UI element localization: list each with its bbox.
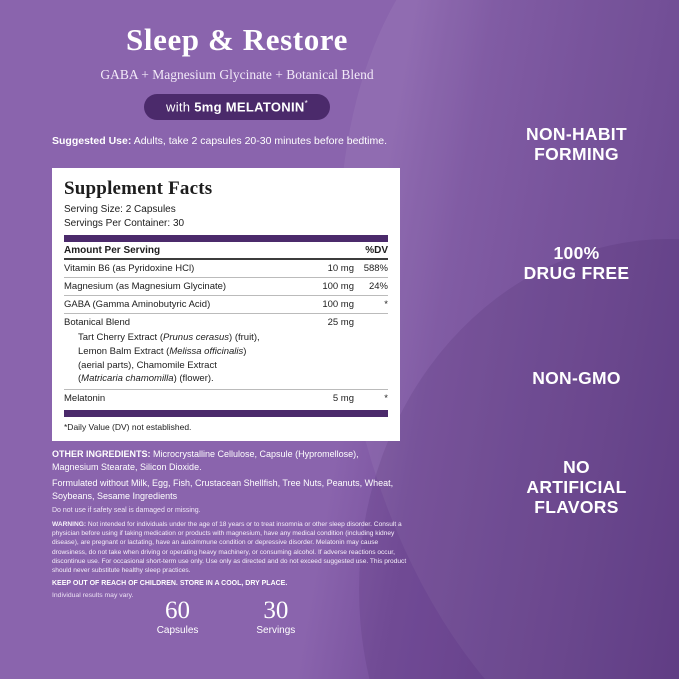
table-row: [64, 260, 388, 278]
melatonin-badge-strength: 5mg MELATONIN: [194, 99, 305, 115]
nutrient-amount: 100 mg: [322, 299, 354, 310]
facts-divider-bottom: [64, 410, 388, 417]
claim-no-artificial-flavors: NO ARTIFICIAL FLAVORS: [526, 457, 627, 518]
warning-label: WARNING:: [52, 520, 87, 528]
column-header-dv: %DV: [365, 245, 388, 256]
claim-non-habit-forming: NON-HABIT FORMING: [526, 124, 627, 165]
suggested-use: [52, 134, 402, 149]
botanical-detail-line: Lemon Balm Extract (Melissa officinalis): [78, 345, 247, 357]
other-ingredients: [52, 448, 407, 473]
botanical-blend-detail: [64, 331, 388, 390]
claim-non-gmo: NON-GMO: [532, 368, 621, 388]
keep-out-of-reach-notice: KEEP OUT OF REACH OF CHILDREN. STORE IN A COOL, DRY PLACE.: [52, 579, 288, 587]
capsule-count-label: Capsules: [156, 625, 199, 637]
melatonin-badge-mark: *: [304, 99, 308, 108]
nutrient-amount: 100 mg: [322, 281, 354, 292]
capsule-count: [157, 598, 199, 636]
nutrient-amount: 5 mg: [332, 393, 354, 405]
servings-per-container: Servings Per Container: 30: [64, 217, 185, 229]
botanical-detail-line: (aerial parts), Chamomile Extract: [78, 359, 217, 371]
table-row: [64, 390, 388, 407]
claim-drug-free: 100% DRUG FREE: [523, 243, 630, 284]
botanical-detail-line: (Matricaria chamomilla) (flower).: [78, 373, 214, 385]
nutrient-name: Magnesium (as Magnesium Glycinate): [64, 281, 227, 292]
facts-table-header: [64, 242, 388, 260]
table-row: [64, 278, 388, 296]
table-row: [64, 296, 388, 314]
other-ingredients-label: OTHER INGREDIENTS:: [52, 449, 151, 459]
warning-text: [52, 520, 407, 576]
melatonin-badge-wrap: [0, 94, 474, 120]
nutrient-dv: 24%: [368, 281, 388, 292]
supplement-facts-heading: Supplement Facts: [64, 178, 213, 199]
nutrient-name: Botanical Blend: [64, 317, 131, 328]
nutrient-amount: 10 mg: [327, 263, 354, 274]
daily-value-footnote: *Daily Value (DV) not established.: [64, 422, 192, 433]
serving-count: [256, 598, 295, 636]
other-ingredients-text: Microcrystalline Cellulose, Capsule (Hypromellose), Magnesium Stearate, Silicon Dioxide.: [52, 449, 359, 472]
count-summary: [52, 598, 400, 636]
suggested-use-label: Suggested Use:: [52, 135, 132, 148]
suggested-use-text: Adults, take 2 capsules 20-30 minutes before bedtime.: [131, 135, 388, 148]
nutrient-name: GABA (Gamma Aminobutyric Acid): [64, 299, 211, 310]
nutrient-dv: 588%: [363, 263, 388, 274]
facts-divider-top: [64, 235, 388, 242]
page-title: Sleep & Restore: [126, 22, 348, 57]
nutrient-name: Melatonin: [64, 393, 106, 405]
safety-seal-notice: Do not use if safety seal is damaged or missing.: [52, 507, 201, 515]
warning-body: Not intended for individuals under the age of 18 years or to treat insomnia or other sleep disorder. Consult a physician before using if taking medication or products with magnesium, have any medical condition (including kidney disease), are pregnant or lactating, have an autoimmune condition or depressive disorder. Melatonin may cause drowsiness, do not take when driving or operating heavy machinery, or consuming alcohol. If adverse reactions occur, discontinue use. For occasional short-term use only. Use only as directed and do not exceed suggested use. This product should never substitute healthy sleep practices.: [52, 520, 407, 575]
table-row: [64, 314, 388, 331]
allergen-free-statement: Formulated without Milk, Egg, Fish, Crustacean Shellfish, Tree Nuts, Peanuts, Wheat, Soybeans, Sesame Ingredients: [52, 478, 394, 501]
status-badge: [144, 94, 330, 120]
botanical-detail-line: Tart Cherry Extract (Prunus cerasus) (fruit),: [78, 332, 260, 343]
nutrient-name: Vitamin B6 (as Pyridoxine HCl): [64, 263, 195, 274]
serving-count-number: 30: [263, 597, 289, 624]
fine-print-block: [52, 448, 407, 599]
capsule-count-number: 60: [165, 597, 191, 624]
nutrient-dv: *: [384, 393, 388, 405]
supplement-facts-panel: [52, 168, 400, 441]
claims-panel: [474, 0, 679, 679]
product-subtitle: GABA + Magnesium Glycinate + Botanical Blend: [100, 67, 374, 82]
column-header-amount: Amount Per Serving: [64, 245, 161, 256]
nutrient-dv: *: [384, 299, 388, 310]
nutrient-amount: 25 mg: [327, 317, 354, 328]
serving-size: Serving Size: 2 Capsules: [64, 204, 176, 215]
melatonin-badge-prefix: with: [166, 99, 195, 115]
individual-results-disclaimer: Individual results may vary.: [52, 591, 134, 599]
serving-count-label: Servings: [256, 625, 296, 637]
